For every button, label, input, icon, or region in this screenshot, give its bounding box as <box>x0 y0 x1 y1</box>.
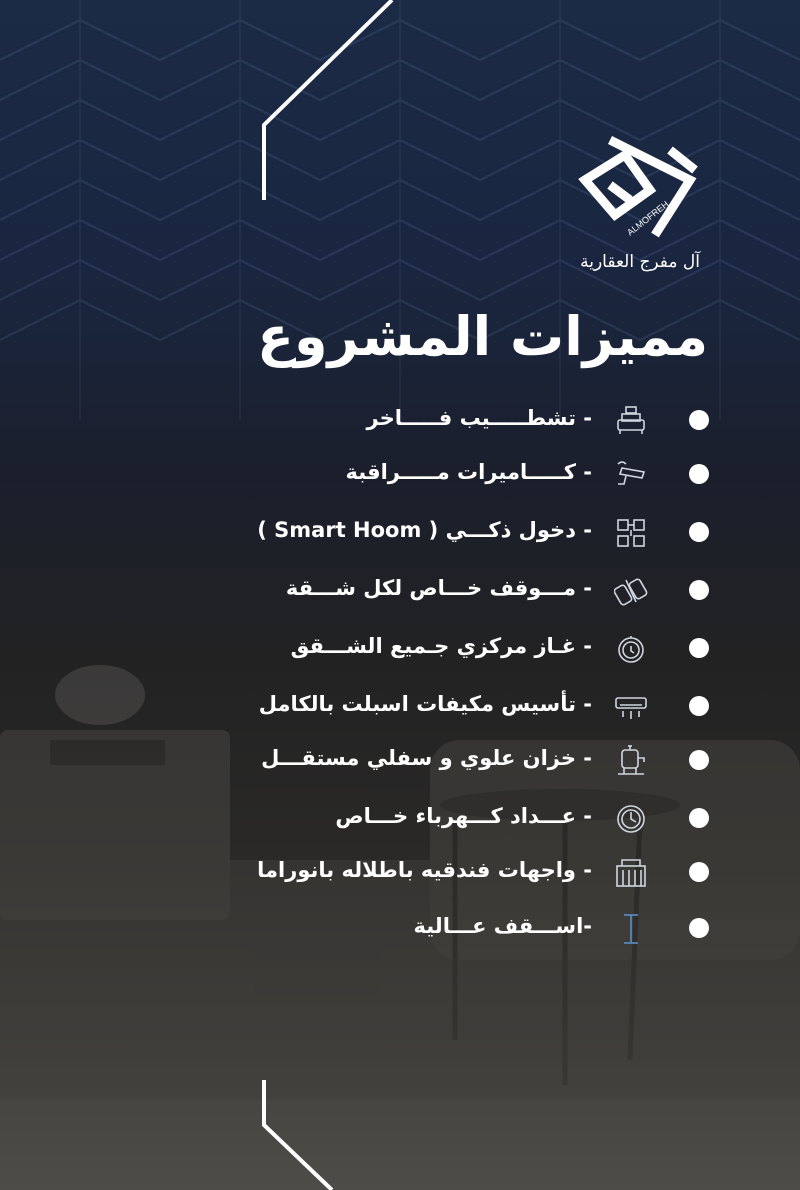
building-facade-icon <box>614 856 648 890</box>
water-tank-icon <box>614 744 648 778</box>
meter-icon <box>614 802 648 836</box>
bullet-dot <box>689 750 709 770</box>
frame-line-top <box>262 0 402 200</box>
feature-label: - واجهات فندقيه باطلاله بانوراما <box>257 858 592 882</box>
page-title: مميزات المشروع <box>257 305 708 368</box>
bullet-dot <box>689 638 709 658</box>
list-item <box>0 452 800 498</box>
list-item <box>0 738 800 784</box>
feature-label: - مـــوقف خـــاص لكل شـــقة <box>285 576 592 600</box>
bullet-dot <box>689 918 709 938</box>
bullet-dot <box>689 464 709 484</box>
list-item <box>0 796 800 842</box>
air-conditioner-icon <box>614 690 648 724</box>
smart-panel-icon <box>614 516 648 550</box>
feature-label: - كـــــاميرات مـــــراقبة <box>345 460 592 484</box>
bullet-dot <box>689 808 709 828</box>
feature-label: - خزان علوي و سفلي مستقـــل <box>261 746 592 770</box>
feature-label: -اســـقف عـــالية <box>413 914 592 938</box>
bullet-dot <box>689 522 709 542</box>
almofreh-logo <box>570 130 702 242</box>
feature-label: - غـاز مركزي جـميع الشـــقق <box>290 634 592 658</box>
feature-label: - دخول ذكـــي ( Smart Hoom ) <box>257 518 592 542</box>
bullet-dot <box>689 580 709 600</box>
list-item <box>0 684 800 730</box>
bullet-dot <box>689 410 709 430</box>
list-item <box>0 568 800 614</box>
brand-name: آل مفرج العقارية <box>580 252 700 272</box>
sofa-icon <box>614 404 648 438</box>
list-item <box>0 626 800 672</box>
logo-text: ALMOFREH <box>625 198 671 238</box>
bullet-dot <box>689 862 709 882</box>
list-item <box>0 850 800 896</box>
bullet-dot <box>689 696 709 716</box>
feature-label: - تشطـــــيب فـــــاخر <box>366 406 592 430</box>
list-item <box>0 906 800 952</box>
camera-icon <box>614 458 648 492</box>
frame-line-bottom <box>262 1080 402 1190</box>
ceiling-height-icon <box>614 912 648 946</box>
list-item <box>0 398 800 444</box>
parking-icon <box>614 574 648 608</box>
gas-icon <box>614 632 648 666</box>
feature-label: - تأسيس مكيفات اسبلت بالكامل <box>258 692 592 716</box>
feature-label: - عـــداد كـــهرباء خـــاص <box>335 804 592 828</box>
list-item <box>0 510 800 556</box>
